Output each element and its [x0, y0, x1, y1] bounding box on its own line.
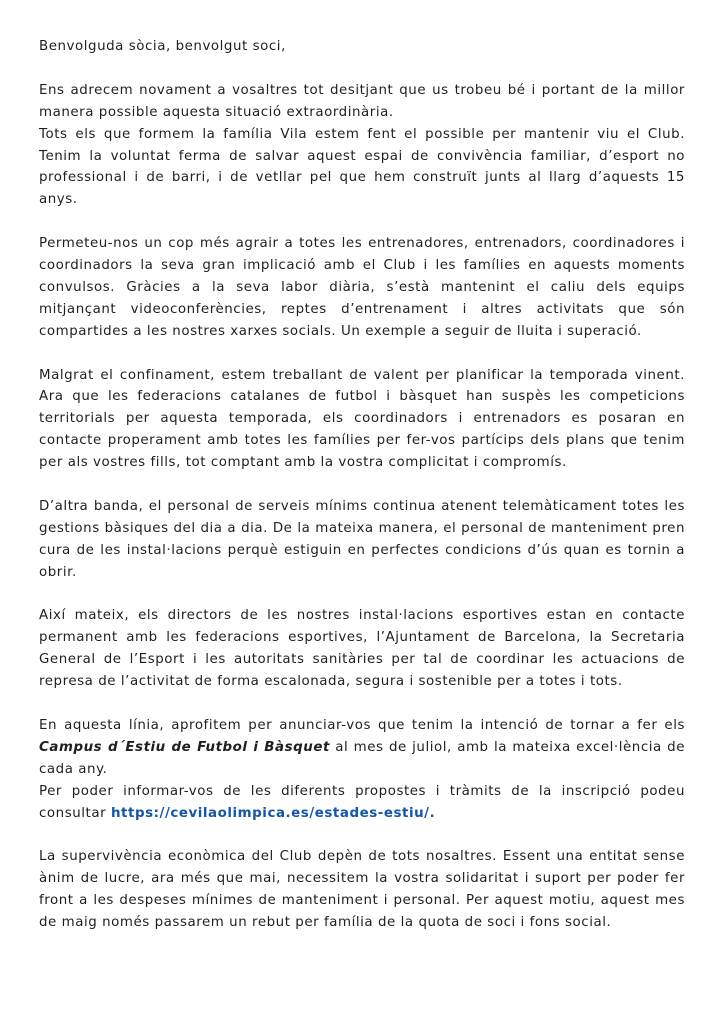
greeting: Benvolguda sòcia, benvolgut soci,	[39, 39, 286, 54]
paragraph-thanks	[39, 233, 685, 343]
letter-body	[39, 36, 685, 956]
paragraph-coordination	[39, 605, 685, 693]
paragraph-intro	[39, 80, 685, 211]
paragraph-thanks-text: Permeteu-nos un cop més agrair a totes les entrenadores, entrenadors, coordinadores i coordinadors la seva gran implicació amb el Club i les famílies en aquests moments convulsos. Gràcies a la seva labor diària, s’està mantenint el caliu dels equips mitjançant videoconferències, reptes d’entrenament i altres activitats que són compartides a les nostres xarxes socials. Un exemple a seguir de lluita i superació.	[39, 236, 685, 339]
paragraph-campus-announcement	[39, 715, 685, 781]
info-text-pre: Per poder informar-vos de les diferents propostes i tràmits de la inscripció podeu consultar	[39, 783, 685, 821]
paragraph-services-text: D’altra banda, el personal de serveis mínims continua atenent telemàticament totes les gestions bàsiques del dia a dia. De la mateixa manera, el personal de manteniment pren cura de les instal·lacions perquè estiguin en perfectes condicions d’ús quan es tornin a obrir.	[39, 498, 685, 580]
paragraph-campus-info	[39, 781, 685, 825]
paragraph-services	[39, 496, 685, 584]
campus-text-post: al mes de juliol, amb la mateixa excel·lència de cada any.	[39, 739, 685, 777]
campus-link[interactable]: https://cevilaolimpica.es/estades-estiu/.	[110, 805, 436, 821]
paragraph-intro-line1: Ens adrecem novament a vosaltres tot desitjant que us trobeu bé i portant de la millor manera possible aquesta situació extraordinària.	[39, 82, 685, 120]
paragraph-planning-text: Malgrat el confinament, estem treballant de valent per planificar la temporada vinent. Ara que les federacions catalanes de futbol i bàsquet han suspès les competicions territorials per aquesta temporada, els coordinadors i entrenadors es posaran en contacte properament amb totes les famílies per fer-vos partícips dels plans que tenim per als vostres fills, tot comptant amb la vostra complicitat i compromís.	[39, 367, 685, 471]
paragraph-economy	[39, 846, 685, 934]
paragraph-campus	[39, 715, 685, 825]
paragraph-economy-text: La supervivència econòmica del Club depèn de tots nosaltres. Essent una entitat sense ànim de lucre, ara més que mai, necessitem la vostra solidaritat i suport per poder fer front a les despeses mínimes de manteniment i personal. Per aquest motiu, aquest mes de maig només passarem un rebut per família de la quota de soci i fons social.	[39, 849, 685, 931]
paragraph-intro-line2: Tots els que formem la família Vila estem fent el possible per mantenir viu el Club. Tenim la voluntat ferma de salvar aquest espai de convivència familiar, d’esport no professional i de barri, i de vetllar pel que hem construït junts al llarg d’aquests 15 anys.	[39, 126, 685, 208]
campus-text-pre: En aquesta línia, aprofitem per anunciar-vos que tenim la intenció de tornar a fer els	[39, 718, 685, 733]
paragraph-coordination-text: Així mateix, els directors de les nostres instal·lacions esportives estan en contacte permanent amb les federacions esportives, l’Ajuntament de Barcelona, la Secretaria General de l’Esport i les autoritats sanitàries per tal de coordinar les actuacions de represa de l’activitat de forma escalonada, segura i sostenible per a totes i tots.	[39, 608, 685, 690]
paragraph-planning	[39, 365, 685, 475]
campus-name: Campus d´Estiu de Futbol i Bàsquet	[39, 739, 330, 755]
